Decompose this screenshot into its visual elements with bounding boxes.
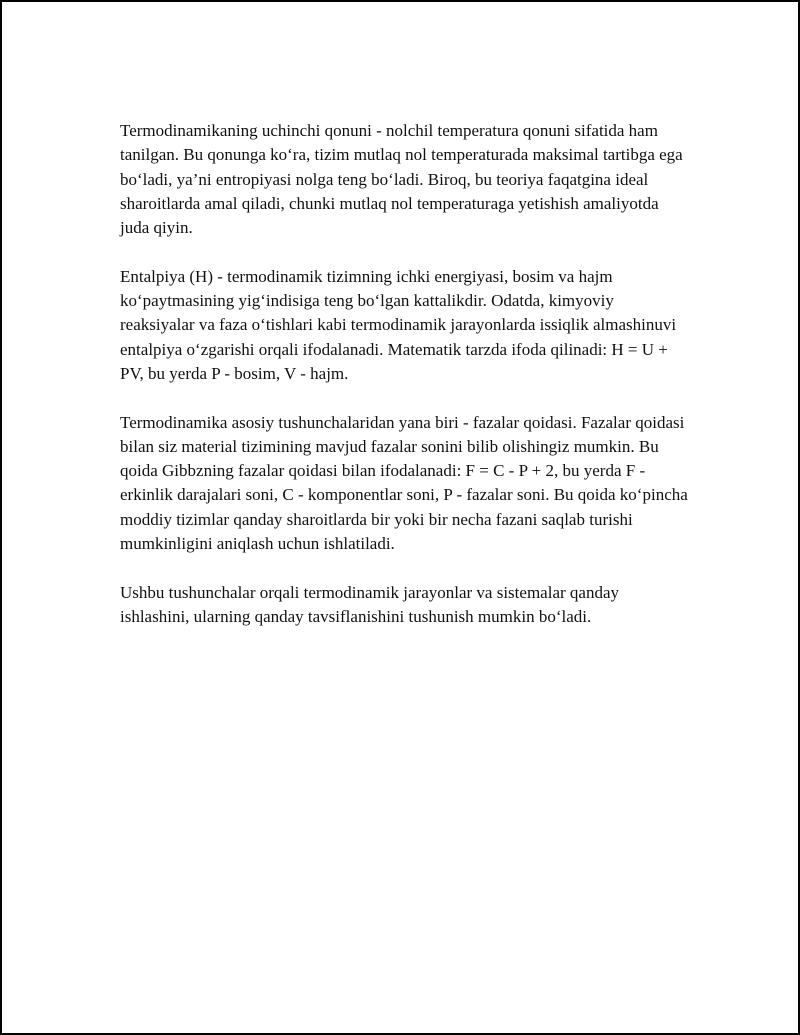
paragraph-conclusion: Ushbu tushunchalar orqali termodinamik jarayonlar va sistemalar qanday ishlashini, ularning qanday tavsiflanishini tushunish mumkin bo‘ladi. [120,582,619,626]
paragraph-phase-rule: Termodinamika asosiy tushunchalaridan yana biri - fazalar qoidasi. Fazalar qoidasi bilan siz material tizimining mavjud fazalar sonini bilib olishingiz mumkin. Bu qoida Gibbzning fazalar qoidasi bilan ifodalanadi: F = C - P + 2, bu yerda F - erkinlik darajalari soni, C - komponentlar soni, P - fazalar soni. Bu qoida ko‘pincha moddiy tizimlar qanday sharoitlarda bir yoki bir necha fazani saqlab turishi mumkinligini aniqlash uchun ishlatiladi. [120,412,688,554]
paragraph-third-law: Termodinamikaning uchinchi qonuni - nolchil temperatura qonuni sifatida ham tanilgan. Bu qonunga ko‘ra, tizim mutlaq nol temperaturada maksimal tartibga ega bo‘ladi, ya’ni entropiyasi nolga teng bo‘ladi. Biroq, bu teoriya faqatgina ideal sharoitlarda amal qiladi, chunki mutlaq nol temperaturaga yetishish amaliyotda juda qiyin. [120,121,683,238]
paragraph-enthalpy: Entalpiya (H) - termodinamik tizimning ichki energiyasi, bosim va hajm ko‘paytmasining yig‘indisiga teng bo‘lgan kattalikdir. Odatda, kimyoviy reaksiyalar va faza o‘tishlari kabi termodinamik jarayonlarda issiqlik almashinuvi entalpiya o‘zgarishi orqali ifodalanadi. Matematik tarzda ifoda qilinadi: H = U + PV, bu yerda P - bosim, V - hajm. [120,266,677,383]
document-body [120,119,690,654]
